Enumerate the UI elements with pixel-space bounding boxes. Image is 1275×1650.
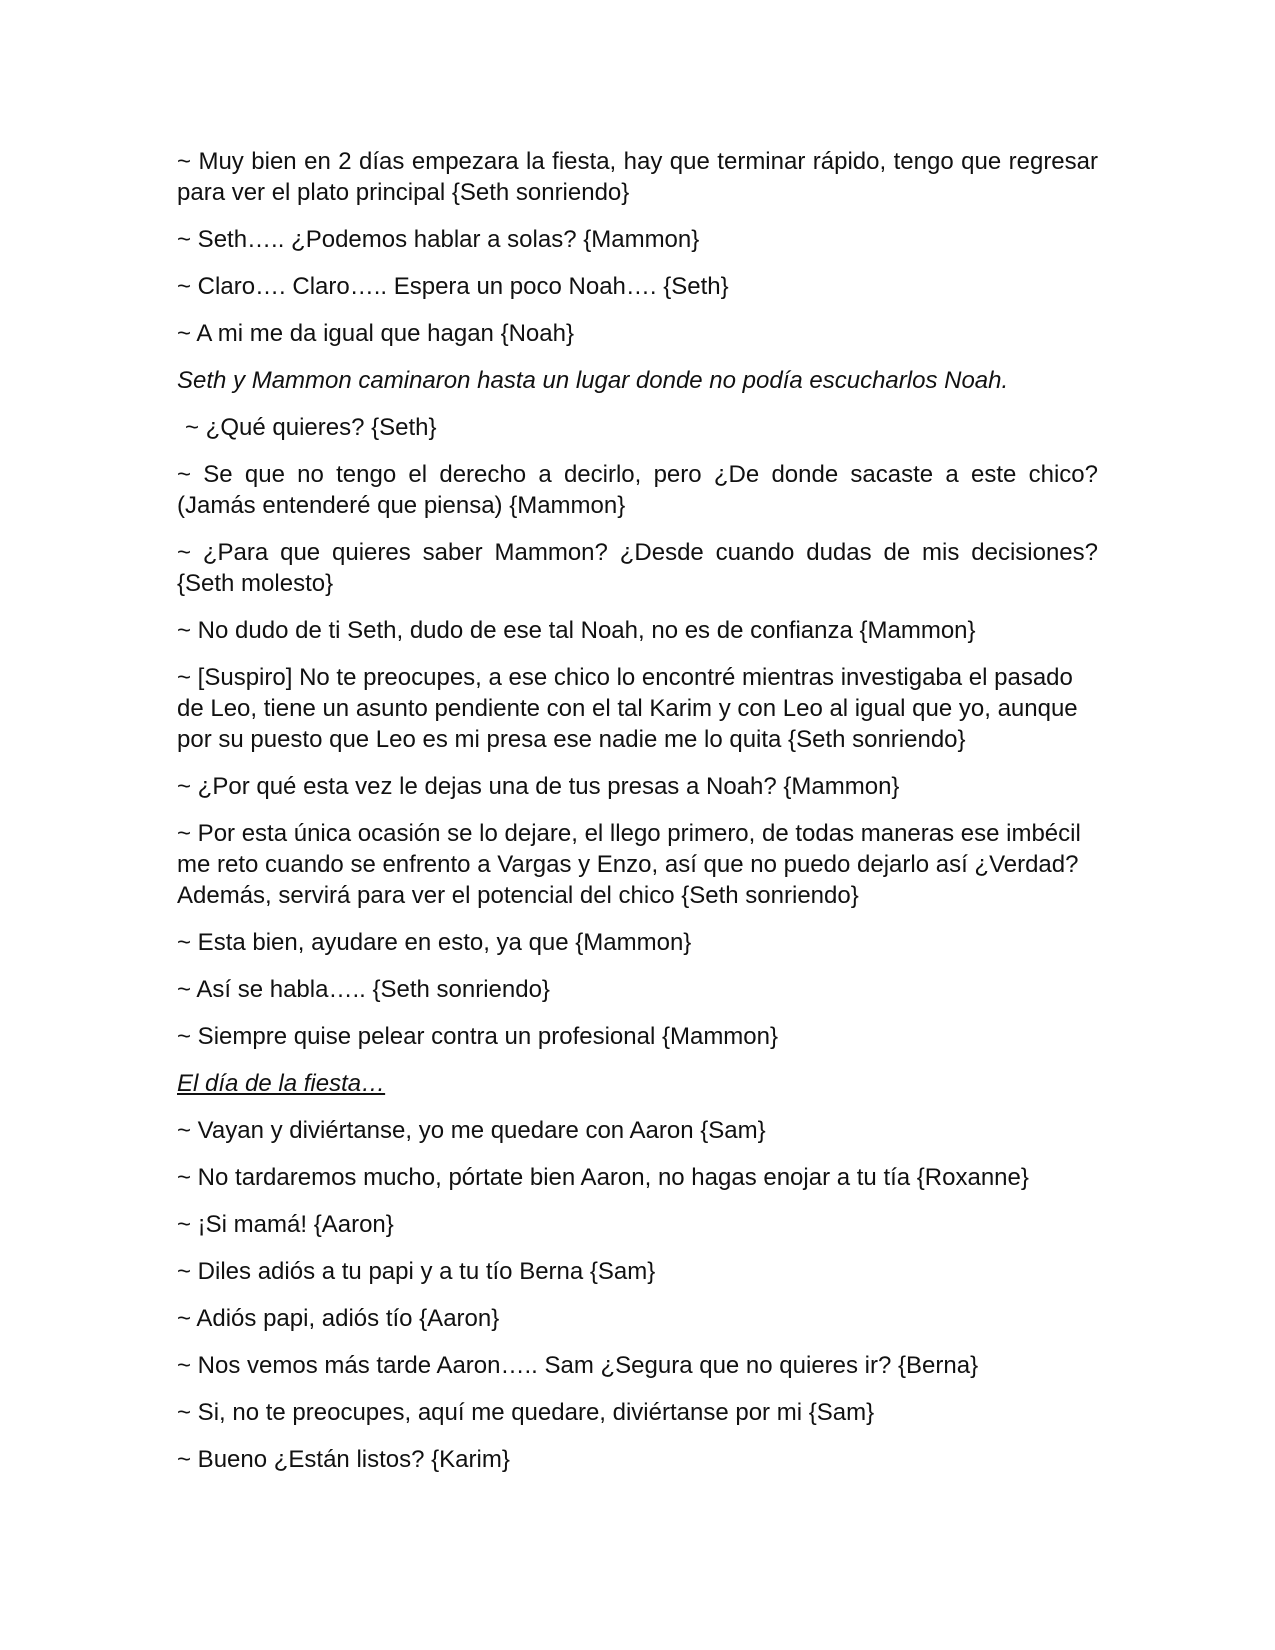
scene-heading (177, 1068, 1098, 1099)
dialogue-line: ~ Así se habla….. {Seth sonriendo} (177, 976, 550, 1003)
dialogue-line: ~ ¿Para que quieres saber Mammon? ¿Desde cuando dudas de mis decisiones? {Seth molesto} (177, 539, 1098, 597)
dialogue-line: ~ A mi me da igual que hagan {Noah} (177, 320, 574, 347)
dialogue-line: ~ Por esta única ocasión se lo dejare, el llego primero, de todas maneras ese imbécil me reto cuando se enfrento a Vargas y Enzo, así que no puedo dejarlo así ¿Verdad? Además, servirá para ver el potencial del chico {Seth sonriendo} (177, 820, 1081, 909)
dialogue-line: ~ ¿Qué quieres? {Seth} (185, 414, 437, 441)
dialogue-line: ~ ¿Por qué esta vez le dejas una de tus presas a Noah? {Mammon} (177, 773, 900, 800)
dialogue-line: ~ Nos vemos más tarde Aaron….. Sam ¿Segura que no quieres ir? {Berna} (177, 1352, 979, 1379)
dialogue-line: ~ No tardaremos mucho, pórtate bien Aaron, no hagas enojar a tu tía {Roxanne} (177, 1164, 1029, 1191)
scene-heading-text: El día de la fiesta… (177, 1070, 386, 1097)
dialogue-line: ~ ¡Si mamá! {Aaron} (177, 1211, 394, 1238)
dialogue-line: ~ Adiós papi, adiós tío {Aaron} (177, 1305, 500, 1332)
dialogue-line: ~ [Suspiro] No te preocupes, a ese chico lo encontré mientras investigaba el pasado de Leo, tiene un asunto pendiente con el tal Karim y con Leo al igual que yo, aunque por su puesto que Leo es mi presa ese nadie me lo quita {Seth sonriendo} (177, 664, 1078, 753)
dialogue-line: ~ Seth….. ¿Podemos hablar a solas? {Mammon} (177, 226, 700, 253)
dialogue-line: ~ Diles adiós a tu papi y a tu tío Berna {Sam} (177, 1258, 656, 1285)
dialogue-line: ~ Si, no te preocupes, aquí me quedare, diviértanse por mi {Sam} (177, 1399, 875, 1426)
dialogue-line: ~ Bueno ¿Están listos? {Karim} (177, 1446, 510, 1473)
dialogue-line: ~ Vayan y diviértanse, yo me quedare con Aaron {Sam} (177, 1117, 766, 1144)
dialogue-line: ~ Se que no tengo el derecho a decirlo, pero ¿De donde sacaste a este chico? (Jamás entenderé que piensa) {Mammon} (177, 461, 1098, 519)
narration-line: Seth y Mammon caminaron hasta un lugar donde no podía escucharlos Noah. (177, 367, 1009, 394)
dialogue-line: ~ No dudo de ti Seth, dudo de ese tal Noah, no es de confianza {Mammon} (177, 617, 976, 644)
dialogue-line: ~ Claro…. Claro….. Espera un poco Noah…. {Seth} (177, 273, 729, 300)
dialogue-line: ~ Siempre quise pelear contra un profesional {Mammon} (177, 1023, 779, 1050)
dialogue-line: ~ Muy bien en 2 días empezara la fiesta, hay que terminar rápido, tengo que regresar para ver el plato principal {Seth sonriendo} (177, 148, 1098, 206)
document-body (177, 146, 1098, 1491)
dialogue-line: ~ Esta bien, ayudare en esto, ya que {Mammon} (177, 929, 692, 956)
